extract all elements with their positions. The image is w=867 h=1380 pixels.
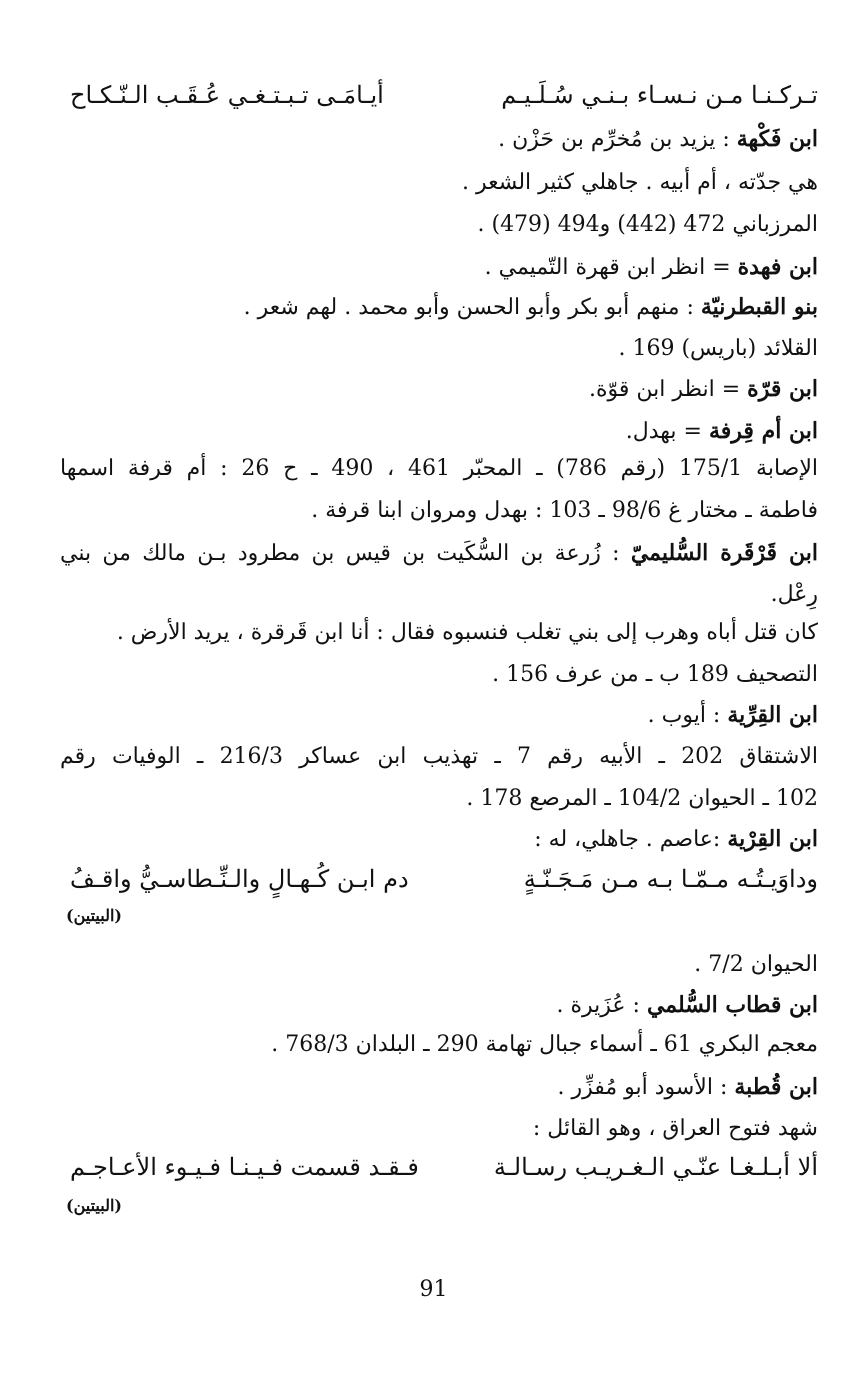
entry-line (60, 334, 818, 364)
entry-text: : زُرعة بن السُّكَيت بن قيس بن مطرود بـن مالك من بني (60, 541, 631, 566)
verse-1-hemistich-2: أيـامَـى تـبـتـغـي عُـقَـب الـنّـكـاح (70, 81, 384, 109)
entry-text: كان قتل أباه وهرب إلى بني تغلب فنسبوه فقال : أنا ابن قَرقرة ، يريد الأرض . (116, 620, 818, 645)
entry-head: ابن فَكْهة (736, 126, 818, 152)
entry-line (60, 416, 818, 447)
entry-line (60, 1114, 818, 1144)
entry-head: ابن قرّة (747, 376, 818, 402)
entry-line (60, 454, 818, 484)
entry-text: : أيوب . (647, 703, 728, 728)
entry-text: : عُزَيرة . (556, 993, 647, 1018)
entry-head: ابن قُطبة (734, 1074, 818, 1100)
entry-text: معجم البكري 61 ـ أسماء جبال تهامة 290 ـ البلدان 768/3 . (271, 1032, 818, 1057)
entry-line (60, 210, 818, 240)
verse-2-hemistich-2: دم ابـن كُـهـالٍ والـنِّـطاسـيُّ واقـفُ (70, 865, 409, 893)
entry-line (60, 374, 818, 405)
entry-head: ابن فهدة (737, 254, 818, 280)
entry-text: هي جدّته ، أم أبيه . جاهلي كثير الشعر . (461, 170, 818, 195)
entry-line (60, 824, 818, 855)
verse-3-note: (البيتين) (66, 1196, 122, 1215)
verse-2 (70, 862, 818, 896)
entry-line (60, 124, 818, 155)
verse-1-hemistich-1: تـركـنـا مـن نـسـاء بـنـي سُـلَـيـم (501, 81, 818, 109)
entry-head: ابن قَرْقَرة السُّليميّ (630, 540, 819, 566)
entry-line (60, 496, 818, 526)
entry-text: = بهدل. (625, 419, 709, 444)
entry-line (60, 292, 818, 323)
entry-head: ابن القِرِّية (727, 702, 818, 728)
entry-head: بنو القبطرنيّة (700, 294, 818, 320)
entry-text: القلائد (باريس) 169 . (618, 336, 818, 361)
verse-3 (70, 1150, 818, 1184)
entry-line (60, 580, 818, 610)
verse-2-hemistich-1: وداوَيـتُـه مـمّـا بـه مـن مَـجَـنّـةٍ (523, 865, 818, 893)
entry-text: الإصابة 175/1 (رقم 786) ـ المحبّر 461 ، 490 ـ ح 26 : أم قرفة اسمها (60, 456, 818, 481)
verse-3-hemistich-2: فـقـد قسمت فـيـنـا فـيـوء الأعـاجـم (70, 1153, 419, 1181)
entry-line (60, 950, 818, 980)
entry-text: التصحيف 189 ب ـ من عرف 156 . (492, 662, 818, 687)
entry-head: ابن قطاب السُّلمي (646, 992, 818, 1018)
entry-line (60, 700, 818, 731)
entry-line (60, 660, 818, 690)
verse-2-note: (البيتين) (66, 906, 122, 925)
entry-text: رِعْل. (770, 582, 818, 607)
entry-head: ابن القِرْية (727, 826, 818, 852)
entry-head: ابن أم قِرفة (708, 418, 818, 444)
entry-line (60, 1072, 818, 1103)
entry-text: = انظر ابن قهرة التّميمي . (484, 255, 738, 280)
entry-text: المرزباني 472 (442) و494 (479) . (477, 212, 818, 237)
verse-3-hemistich-1: ألا أبـلـغـا عنّـي الـغـريـب رسـالـة (493, 1153, 818, 1181)
entry-line (60, 618, 818, 648)
entry-line (60, 538, 818, 569)
page-number: 91 (419, 1277, 448, 1302)
entry-line (60, 742, 818, 772)
entry-line (60, 168, 818, 198)
entry-text: 102 ـ الحيوان 104/2 ـ المرصع 178 . (466, 786, 818, 811)
verse-1 (70, 78, 818, 112)
entry-text: الحيوان 7/2 . (694, 952, 818, 977)
entry-line (60, 784, 818, 814)
entry-text: شهد فتوح العراق ، وهو القائل : (532, 1116, 818, 1141)
entry-text: : يزيد بن مُخرِّم بن حَزْن . (498, 127, 737, 152)
entry-text: : الأسود أبو مُفزِّر . (557, 1075, 735, 1100)
entry-line (60, 1030, 818, 1060)
entry-line (60, 252, 818, 283)
entry-text: :عاصم . جاهلي، له : (534, 827, 728, 852)
entry-text: الاشتقاق 202 ـ الأبيه رقم 7 ـ تهذيب ابن عساكر 216/3 ـ الوفيات رقم (60, 744, 819, 769)
entry-text: فاطمة ـ مختار غ 98/6 ـ 103 : بهدل ومروان ابنا قرفة . (311, 498, 818, 523)
entry-line (60, 990, 818, 1021)
entry-text: = انظر ابن قوّة. (588, 377, 748, 402)
entry-text: : منهم أبو بكر وأبو الحسن وأبو محمد . لهم شعر . (243, 295, 701, 320)
